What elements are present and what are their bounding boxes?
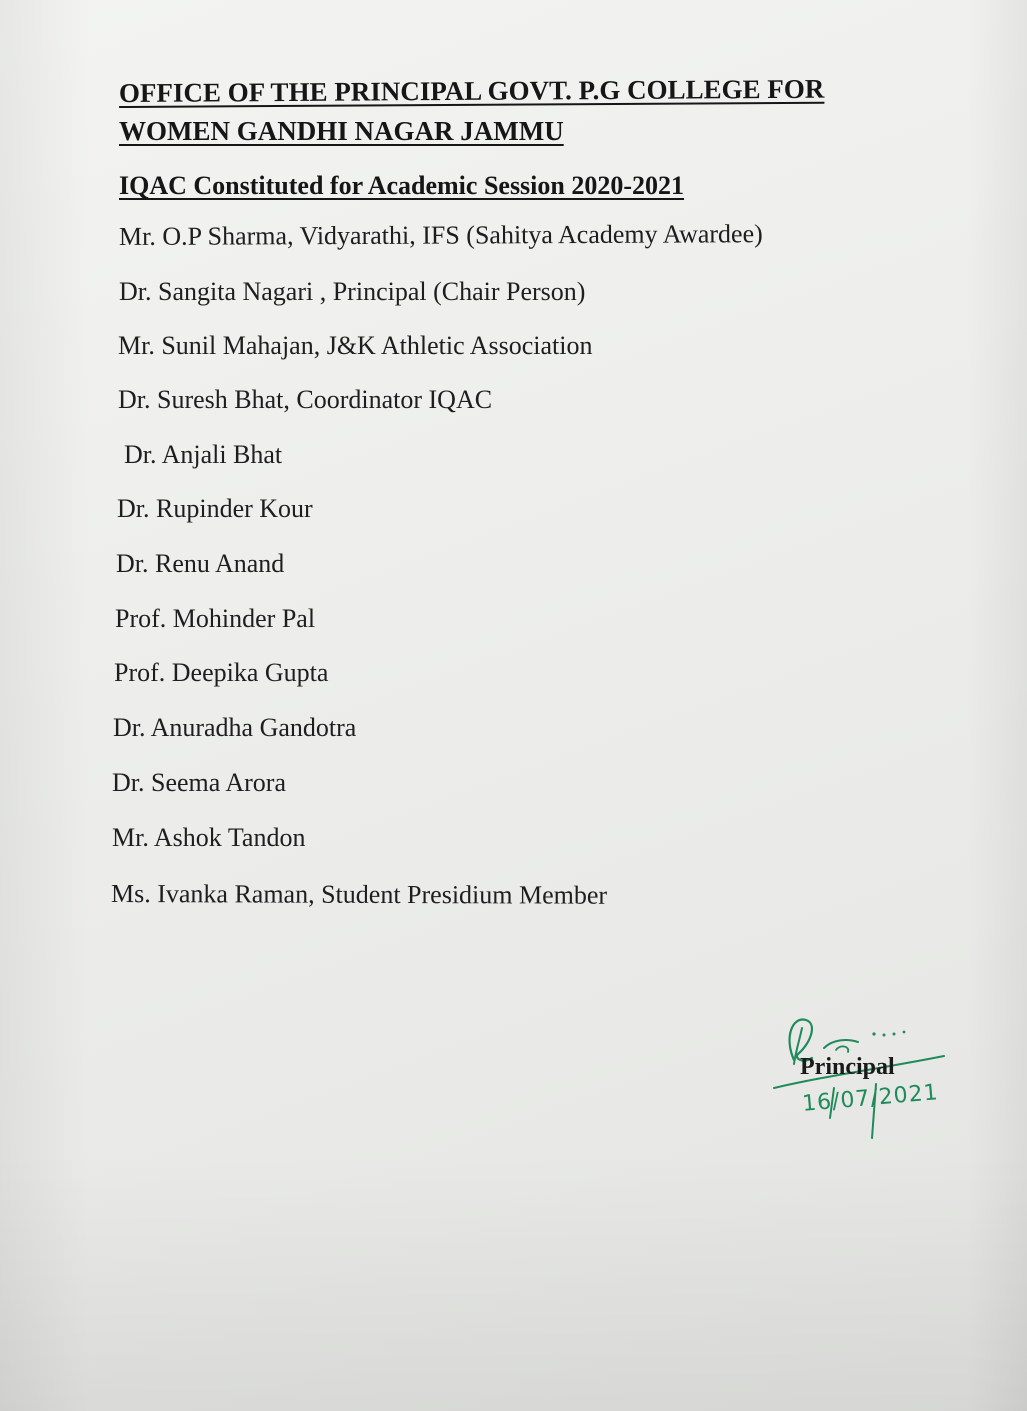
principal-signature-block	[764, 1008, 954, 1148]
member-item: Prof. Mohinder Pal	[115, 604, 316, 633]
member-item: Prof. Deepika Gupta	[114, 658, 329, 687]
member-item: Dr. Anuradha Gandotra	[113, 713, 357, 742]
member-item: Dr. Sangita Nagari , Principal (Chair Person)	[119, 277, 586, 306]
paper-shadow-right	[967, 0, 1027, 1411]
member-item: Mr. Ashok Tandon	[112, 823, 306, 852]
signature-date: 16/07/2021	[801, 1080, 940, 1117]
office-heading-line-1: OFFICE OF THE PRINCIPAL GOVT. P.G COLLEGE FOR	[118, 73, 825, 108]
member-item: Dr. Anjali Bhat	[124, 440, 283, 469]
paper-shadow-bottom	[0, 1151, 1027, 1411]
signature-title: Principal	[800, 1054, 895, 1080]
member-item: Dr. Rupinder Kour	[117, 494, 313, 523]
member-item: Mr. Sunil Mahajan, J&K Athletic Association	[118, 331, 593, 360]
member-item: Dr. Suresh Bhat, Coordinator IQAC	[118, 385, 493, 414]
office-heading-line-2: WOMEN GANDHI NAGAR JAMMU	[119, 116, 564, 146]
member-item: Dr. Seema Arora	[112, 768, 287, 797]
member-item: Mr. O.P Sharma, Vidyarathi, IFS (Sahitya Academy Awardee)	[118, 219, 763, 251]
member-item: Ms. Ivanka Raman, Student Presidium Member	[110, 879, 608, 910]
paper-shadow-left	[0, 0, 90, 1411]
member-item: Dr. Renu Anand	[116, 549, 285, 578]
session-heading: IQAC Constituted for Academic Session 2020-2021	[119, 171, 685, 200]
